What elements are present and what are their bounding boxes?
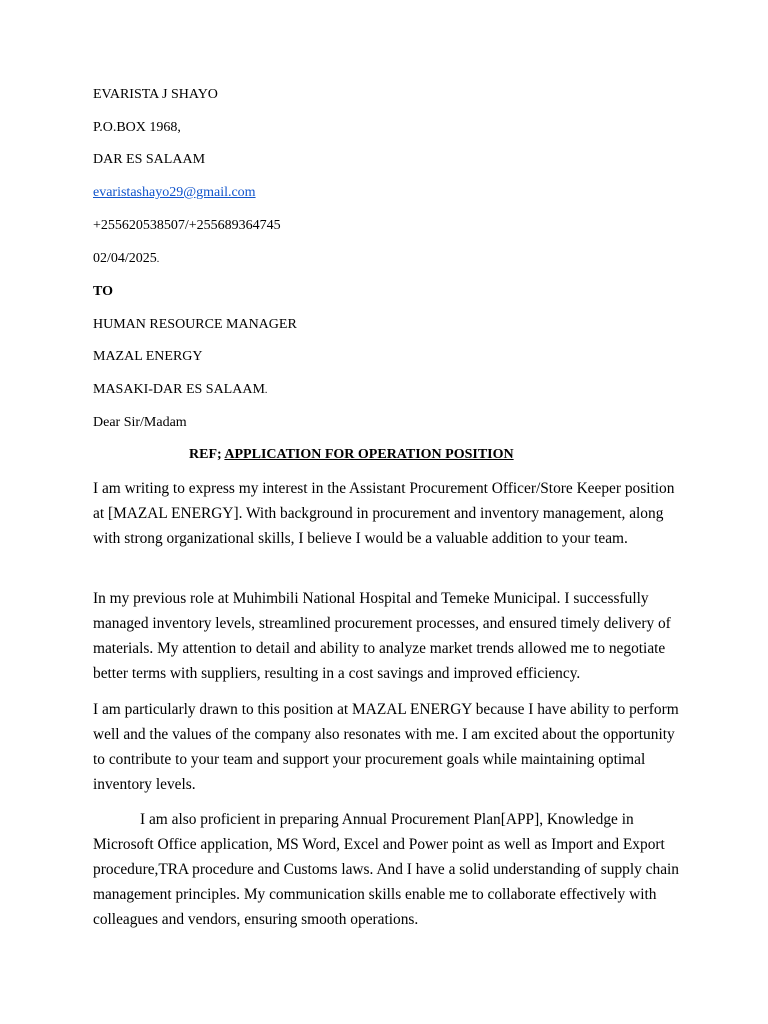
body-paragraph-4: I am also proficient in preparing Annual Procurement Plan[APP], Knowledge in Microsoft Office application, MS Word, Excel and Power point as well as Import and Export procedure,TRA procedure and Customs laws. And I have a solid understanding of supply chain management principles. My communication skills enable me to collaborate effectively with colleagues and vendors, ensuring smooth operations.	[93, 811, 680, 929]
body-paragraph-1: I am writing to express my interest in the Assistant Procurement Officer/Store Keeper position at [MAZAL ENERGY]. With background in procurement and inventory management, along with strong organizational skills, I believe I would be a valuable addition to your team.	[93, 480, 675, 548]
sender-name: EVARISTA J SHAYO	[93, 87, 218, 102]
letter-date: 02/04/2025	[93, 251, 157, 266]
recipient-address-suffix: .	[264, 385, 268, 396]
letter-date-line	[93, 251, 159, 268]
sender-city: DAR ES SALAAM	[93, 152, 206, 167]
to-label: TO	[93, 284, 113, 299]
sender-email-link[interactable]: evaristashayo29@gmail.com	[93, 185, 256, 200]
sender-phone: +255620538507/+255689364745	[93, 218, 281, 233]
recipient-address-line	[93, 382, 267, 399]
recipient-title: HUMAN RESOURCE MANAGER	[93, 317, 297, 332]
reference-title: APPLICATION FOR OPERATION POSITION	[224, 447, 514, 462]
sender-email-line	[93, 185, 256, 201]
recipient-address: MASAKI-DAR ES SALAAM	[93, 382, 265, 397]
body-paragraph-2: In my previous role at Muhimbili National Hospital and Temeke Municipal. I successfully managed inventory levels, streamlined procurement processes, and ensured timely delivery of materials. My attention to detail and ability to analyze market trends allowed me to negotiate better terms with suppliers, resulting in a cost savings and improved efficiency.	[93, 590, 671, 683]
sender-po-box: P.O.BOX 1968,	[93, 120, 181, 135]
salutation: Dear Sir/Madam	[93, 415, 187, 430]
reference-line	[189, 447, 514, 463]
reference-prefix: REF;	[189, 447, 225, 462]
recipient-company: MAZAL ENERGY	[93, 349, 203, 364]
body-paragraph-3: I am particularly drawn to this position at MAZAL ENERGY because I have ability to perform well and the values of the company also resonates with me. I am excited about the opportunity to contribute to your team and support your procurement goals while maintaining optimal inventory levels.	[93, 701, 679, 794]
letter-date-suffix: .	[156, 254, 160, 265]
